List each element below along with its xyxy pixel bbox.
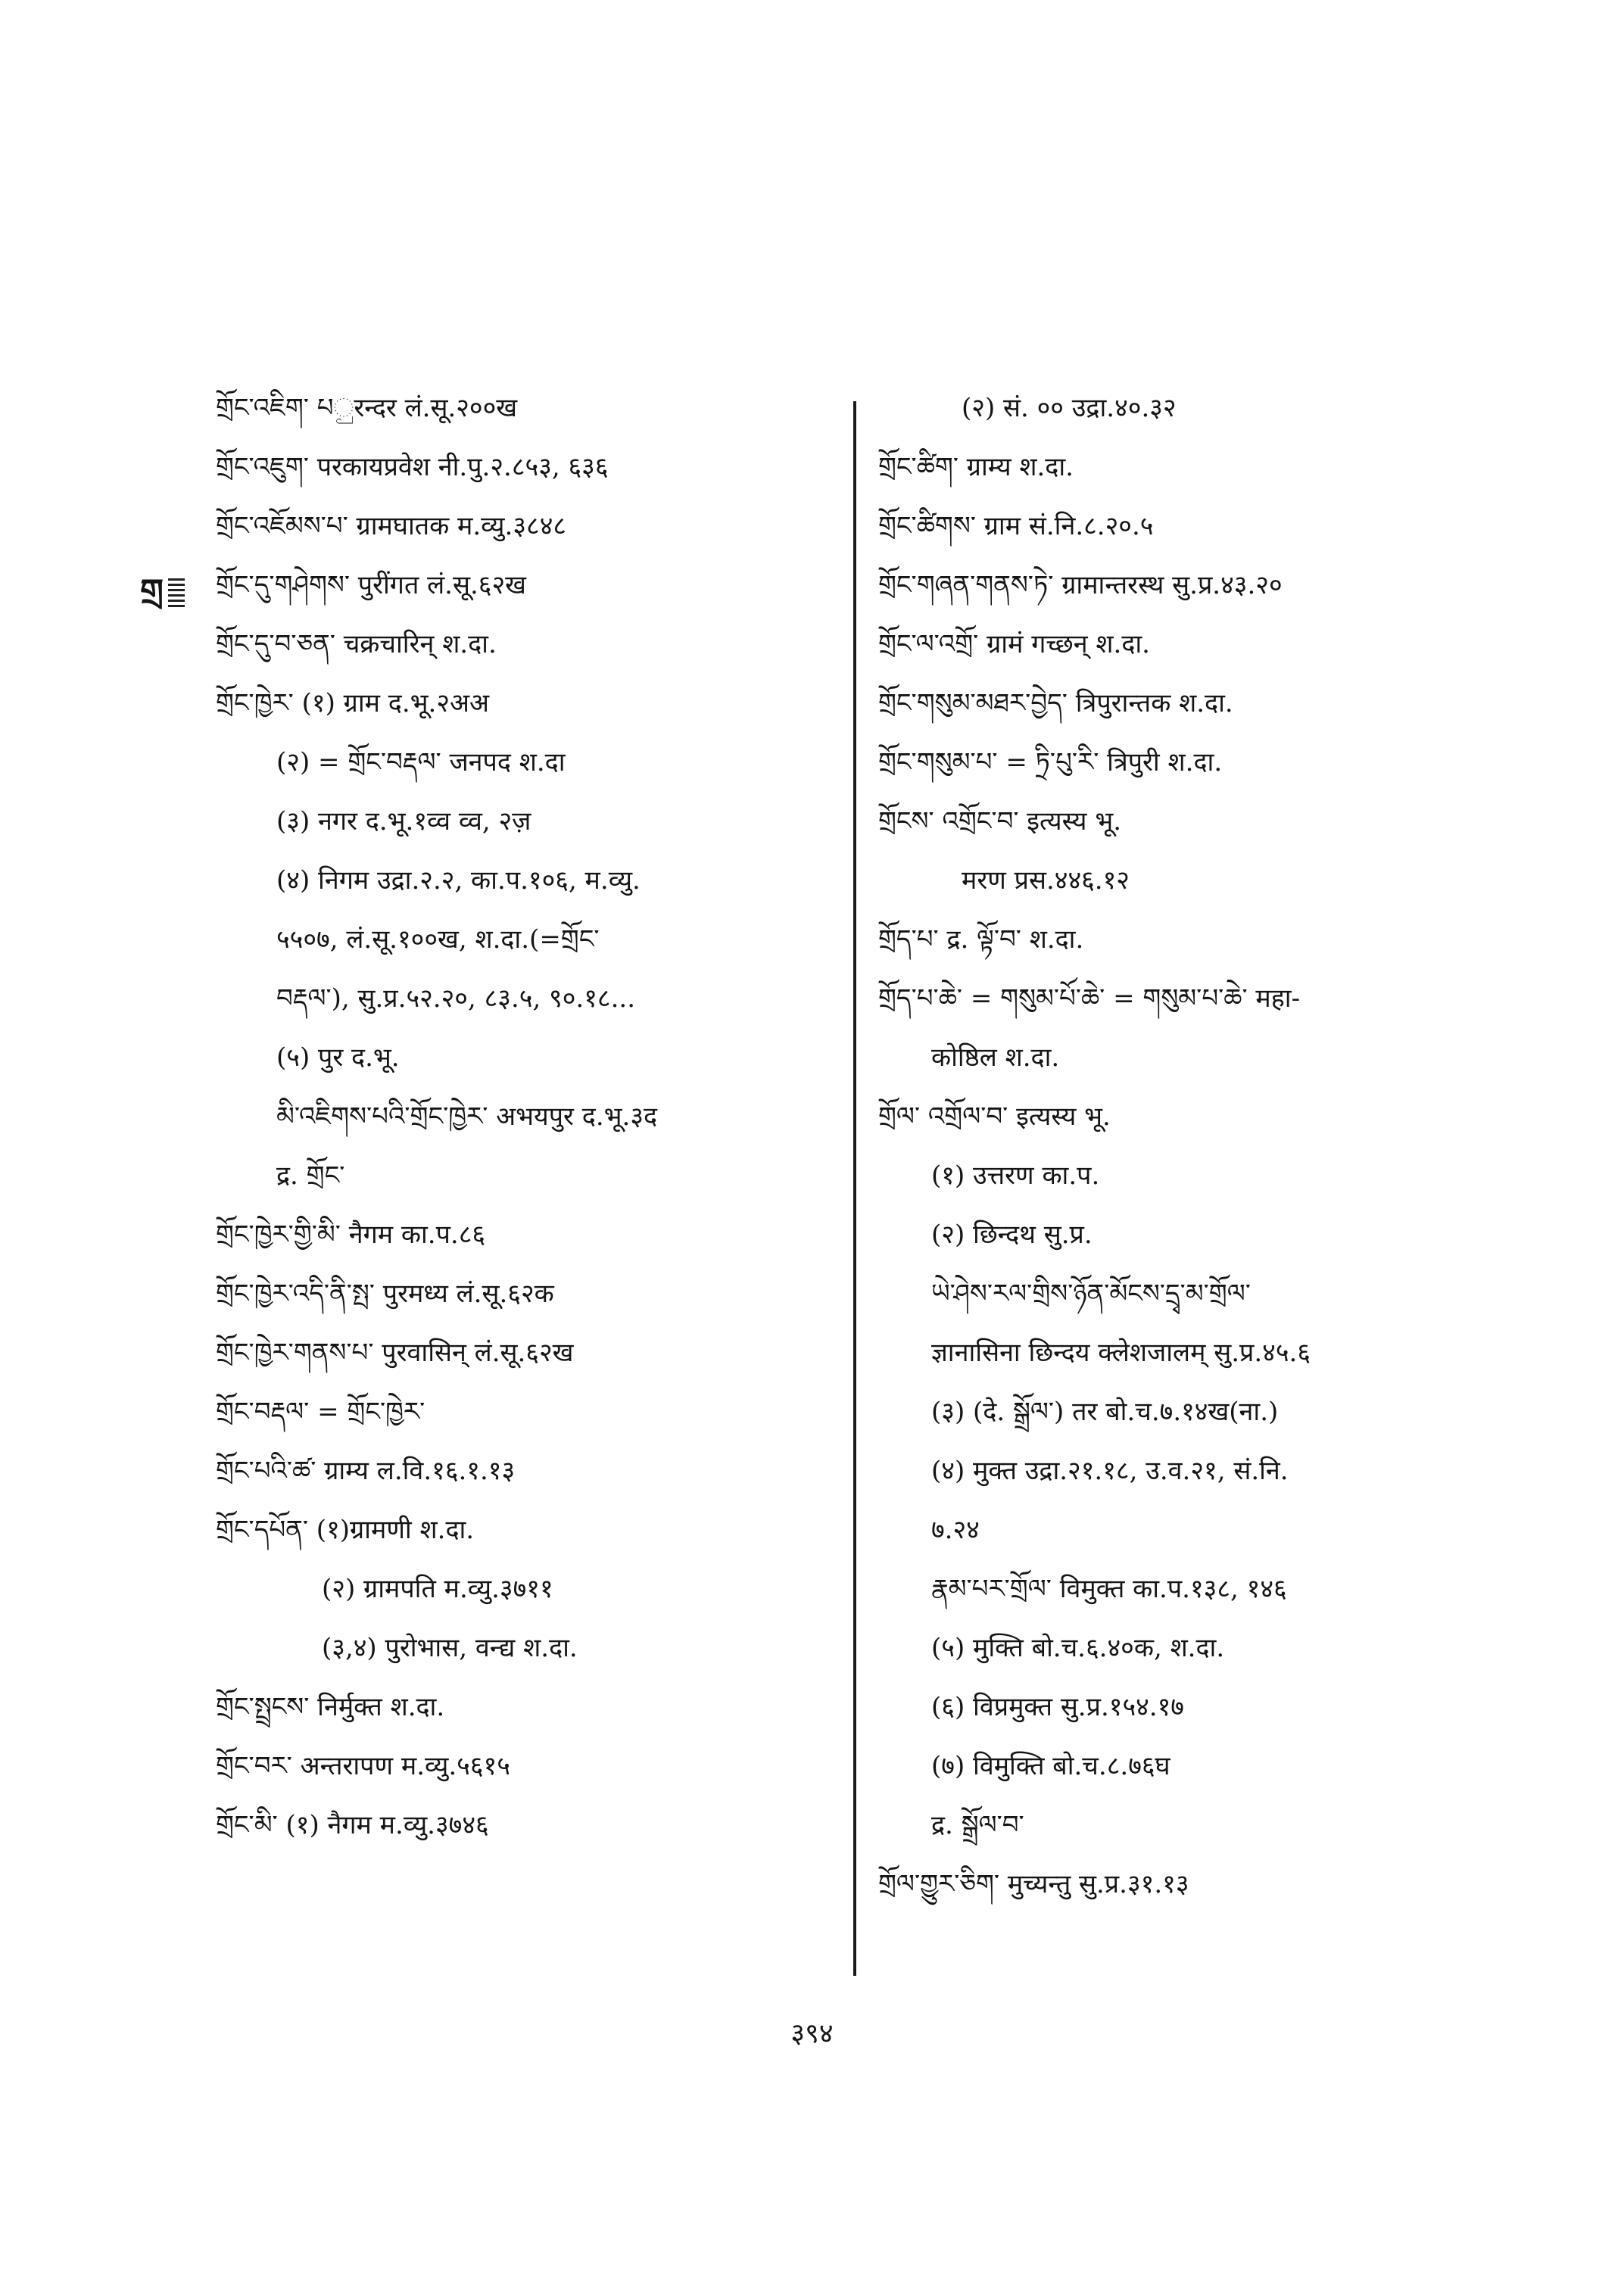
- sense-line: (६) विप्रमुक्त सु.प्र.१५४.१७: [931, 1692, 1184, 1722]
- sense-line: (३,४) पुरोभास, वन्द्य श.दा.: [322, 1633, 578, 1663]
- entry-line: གྲོང་གཞན་གནས་ཏེ་ ग्रामान्तरस्थ सु.प्र.४३.२०: [878, 570, 1283, 600]
- entry-line: གྲོལ་ འགྲོལ་བ་ इत्यस्य भू.: [878, 1101, 1111, 1132]
- example-line: ཡེ་ཤེས་རལ་གྲིས་ཉོན་མོངས་དྲྭ་མ་གྲོལ་: [931, 1279, 1251, 1309]
- entry-line: གྲོང་པའི་ཚ་ ग्राम्य ल.वि.१६.१.१३: [216, 1456, 516, 1486]
- sense-line: (२) सं. ०० उद्रा.४०.३२: [962, 393, 1177, 423]
- sense-line: (७) विमुक्ति बो.च.८.७६घ: [931, 1751, 1170, 1781]
- entry-line: གྲོང་བརྡལ་ = གྲོང་ཁྱེར་: [216, 1397, 425, 1427]
- entry-line: གྲོང་དུ་བ་ཅན་ चक्रचारिन् श.दा.: [216, 629, 497, 659]
- entry-line: གྲོལ་གྱུར་ཅིག་ मुच्यन्तु सु.प्र.३१.१३: [878, 1869, 1189, 1899]
- right-column: [878, 379, 1537, 1914]
- cross-reference-line: द्र. གྲོང་: [276, 1161, 345, 1191]
- entry-line: གྲོང་འཇུག་ परकायप्रवेश नी.पु.२.८५३, ६३६: [216, 452, 609, 482]
- continuation-line: मरण प्रस.४४६.१२: [962, 865, 1130, 896]
- entry-line: གྲོང་ཁྱེར་འདི་ནི་སྤ་ पुरमध्य लं.सू.६२क: [216, 1279, 554, 1309]
- entry-line: གྲོང་ཁྱེར་གྱི་མི་ नैगम का.प.८६: [216, 1220, 486, 1250]
- sense-line: (५) मुक्ति बो.च.६.४०क, श.दा.: [931, 1633, 1225, 1663]
- entry-line: གྲོངས་ འགྲོང་བ་ इत्यस्य भू.: [878, 806, 1122, 837]
- entry-line: གྲོང་ཁྱེར་གནས་པ་ पुरवासिन् लं.सू.६२ख: [216, 1338, 574, 1368]
- example-translation-line: ज्ञानासिना छिन्दय क्लेशजालम् सु.प्र.४५.६: [931, 1338, 1311, 1368]
- entry-line: གྲོད་པ་ཆེ་ = གསུམ་པོ་ཆེ་ = གསུམ་པ་ཆེ་ महा-: [878, 983, 1301, 1014]
- sense-line: (५) पुर द.भू.: [276, 1042, 400, 1073]
- entry-line: གྲོད་པ་ द्र. ལྟོ་བ་ श.दा.: [878, 924, 1084, 955]
- entry-line: གྲོང་མི་ (१) नैगम म.व्यु.३७४६: [216, 1810, 489, 1840]
- cross-reference-line: द्र. སྒྲོལ་བ་: [931, 1810, 1024, 1840]
- example-line: མི་འཇིགས་པའི་གྲོང་ཁྱེར་ अभयपुर द.भू.३द: [276, 1101, 658, 1132]
- sense-line: (१) उत्तरण का.प.: [931, 1161, 1100, 1191]
- continuation-line: कोष्ठिल श.दा.: [931, 1042, 1060, 1073]
- margin-letter: གྲ: [140, 572, 164, 611]
- example-line: རྣམ་པར་གྲོལ་ विमुक्त का.प.१३८, १४६: [931, 1574, 1287, 1604]
- entry-line: གྲོང་གསུམ་མཐར་བྱེད་ त्रिपुरान्तक श.दा.: [878, 688, 1233, 718]
- sense-line: (३) (दे. སྒྲོལ་) तर बो.च.७.१४ख(ना.): [931, 1397, 1279, 1427]
- entry-line: གྲོང་འཇིག་ པුरन्दर लं.सू.२००ख: [216, 393, 518, 423]
- entry-line: གྲོང་དཔོན་ (१)ग्रामणी श.दा.: [216, 1515, 475, 1545]
- continuation-line: ५५०७, लं.सू.१००ख, श.दा.(=གྲོང་: [276, 924, 600, 955]
- column-divider: [853, 401, 856, 1976]
- left-column: [216, 379, 844, 1855]
- entry-line: གྲོང་ཚིགས་ ग्राम सं.नि.८.२०.५: [878, 511, 1154, 541]
- sense-line: (२) छिन्दथ सु.प्र.: [931, 1220, 1093, 1250]
- entry-line: གྲོང་བར་ अन्तरापण म.व्यु.५६१५: [216, 1751, 510, 1781]
- entry-line: གྲོང་དུ་གཤེགས་ पुरींगत लं.सू.६२ख: [216, 570, 526, 600]
- sense-line: (४) मुक्त उद्रा.२१.१८, उ.व.२१, सं.नि.: [931, 1456, 1289, 1486]
- entry-line: གྲོང་འཇོམས་པ་ ग्रामघातक म.व्यु.३८४८: [216, 511, 567, 541]
- continuation-line: བརྡལ་), सु.प्र.५२.२०, ८३.५, ९०.१८...: [276, 983, 636, 1014]
- page-number: ३९४: [790, 2018, 834, 2049]
- entry-line: གྲོང་སྤྲངས་ निर्मुक्त श.दा.: [216, 1692, 445, 1722]
- continuation-line: ७.२४: [931, 1515, 980, 1545]
- entry-line: གྲོང་ཚིག་ ग्राम्य श.दा.: [878, 452, 1074, 482]
- entry-line: གྲོང་ཁྱེར་ (१) ग्राम द.भू.२अअ: [216, 688, 489, 718]
- thumb-index-ticks-icon: [168, 578, 185, 609]
- sense-line: (२) ग्रामपति म.व्यु.३७११: [322, 1574, 553, 1604]
- entry-line: གྲོང་ལ་འགྲོ་ ग्रामं गच्छन् श.दा.: [878, 629, 1150, 659]
- entry-line: གྲོང་གསུམ་པ་ = ཏྲི་པུ་རི་ त्रिपुरी श.दा.: [878, 747, 1223, 777]
- sense-line: (४) निगम उद्रा.२.२, का.प.१०६, म.व्यु.: [276, 865, 641, 896]
- sense-line: (२) = གྲོང་བརྡལ་ जनपद श.दा: [276, 747, 566, 777]
- sense-line: (३) नगर द.भू.१व्व व्व, २ज़: [276, 806, 531, 837]
- margin-section-marker: [140, 572, 185, 611]
